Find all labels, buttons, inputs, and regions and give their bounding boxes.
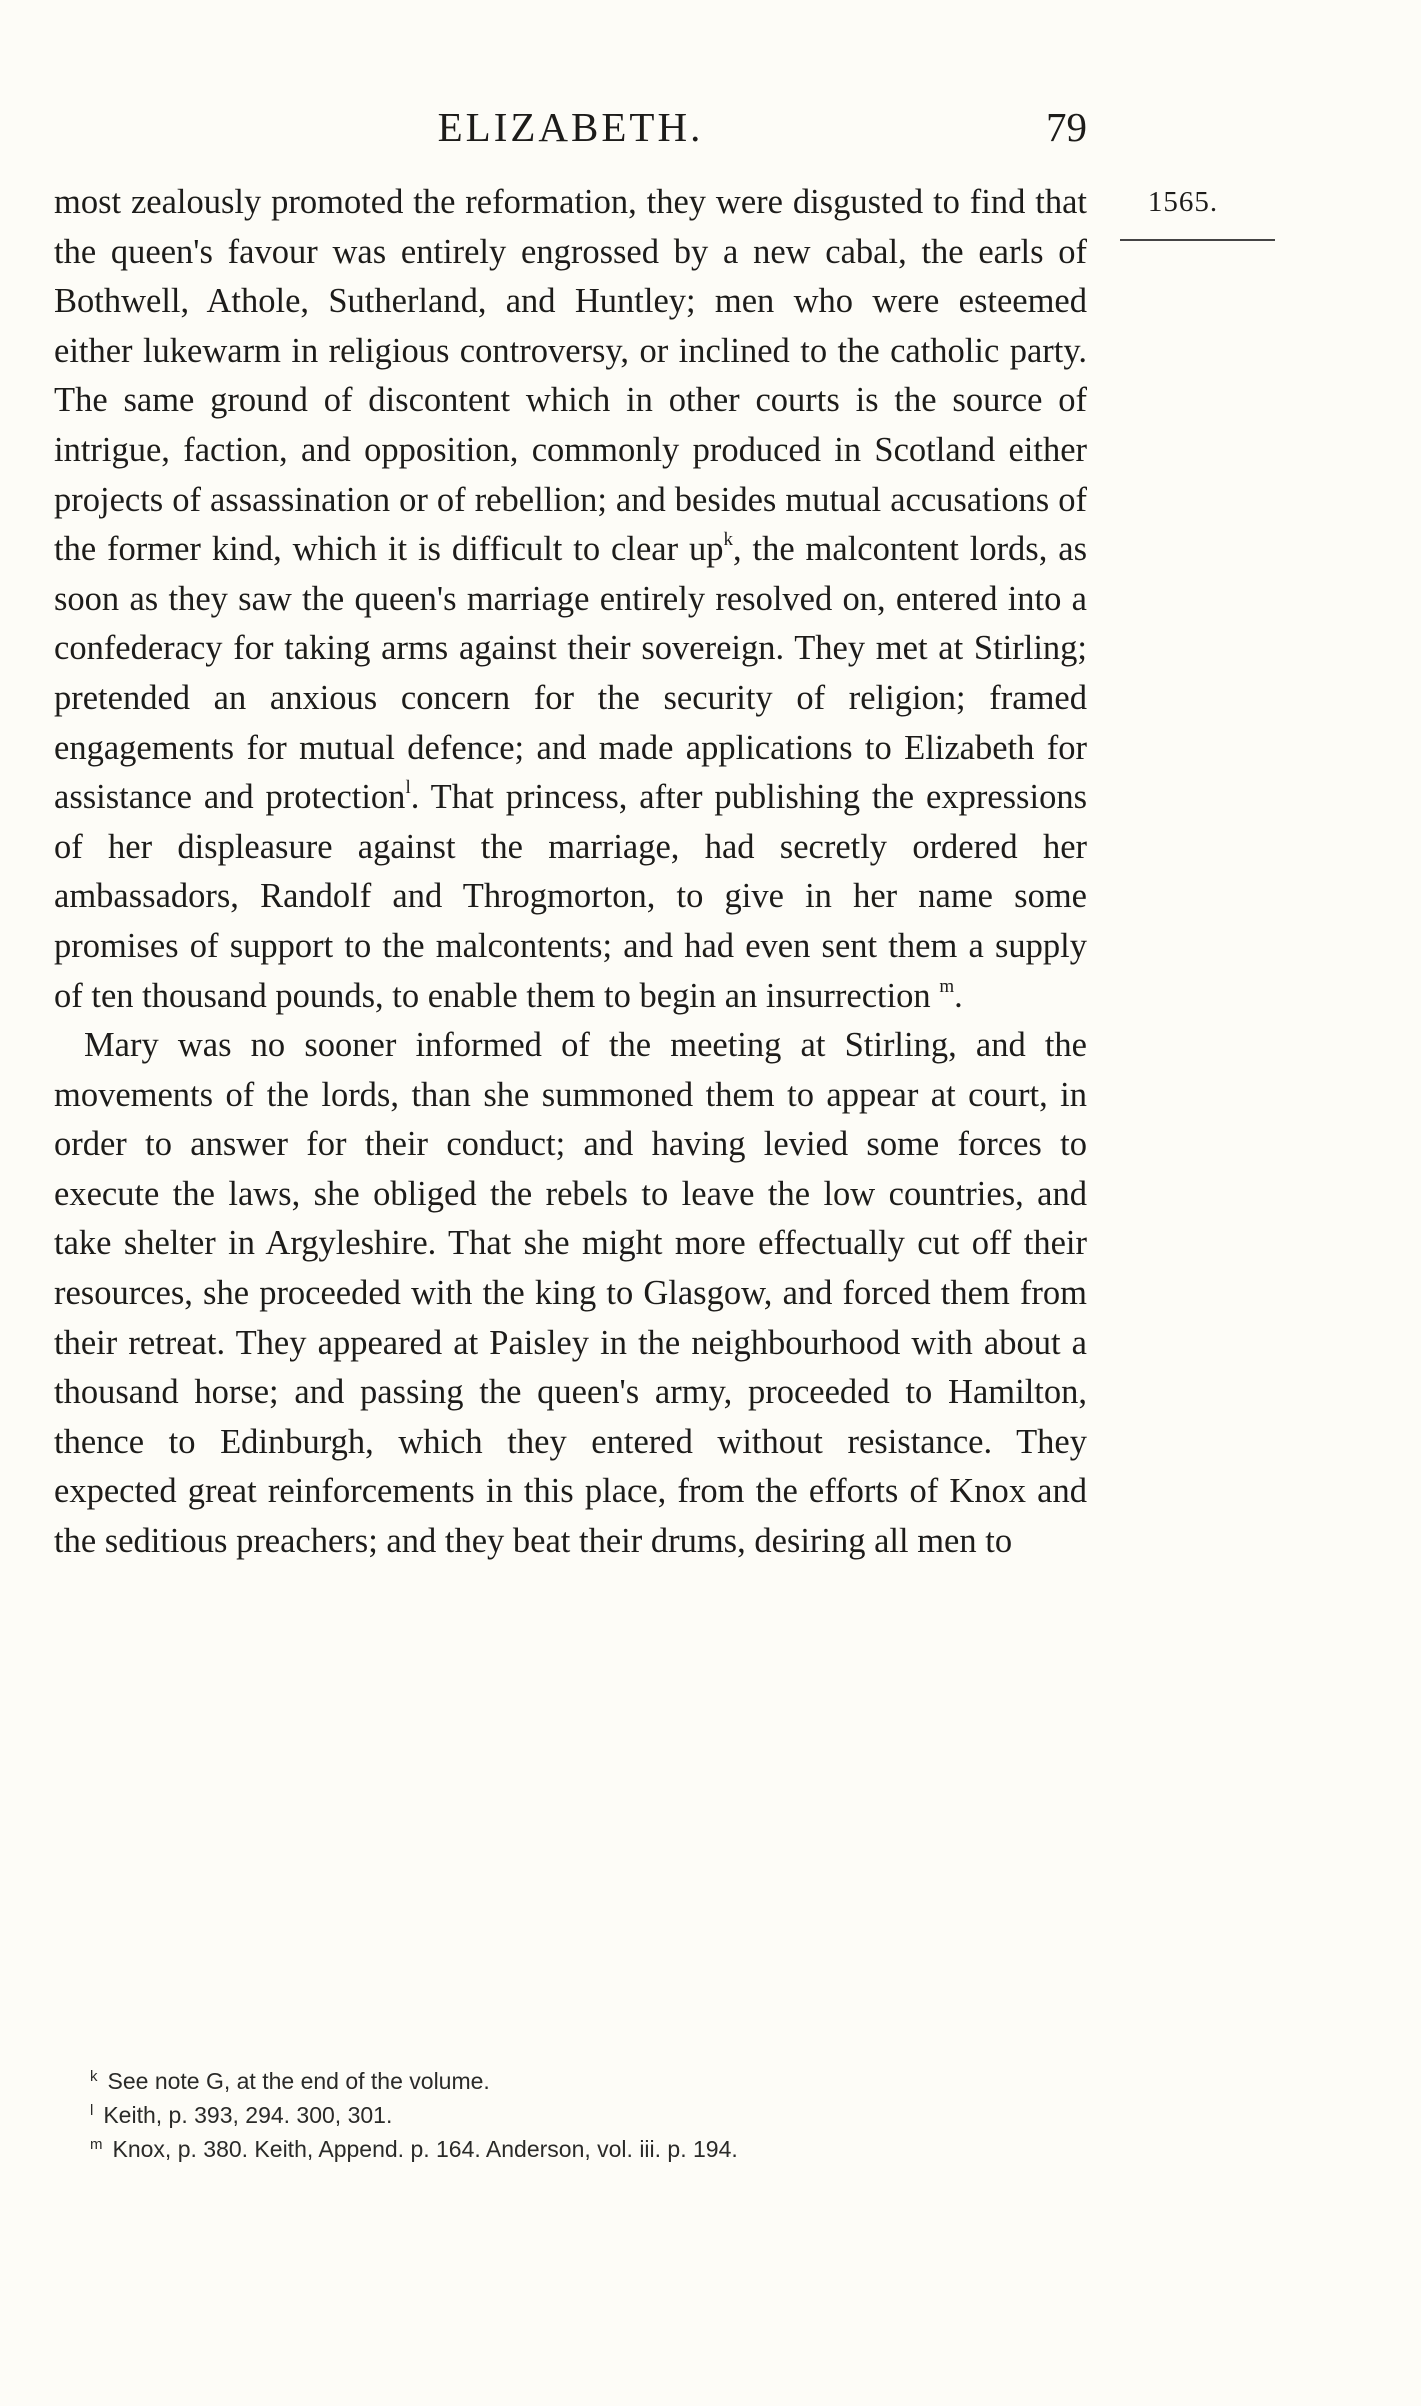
footnote-mark: m [90,2136,103,2153]
footnote-l [90,2096,1090,2130]
paragraph-2: Mary was no sooner informed of the meeting at Stirling, and the movements of the lords, than she summoned them to appear at court, in order to answer for their conduct; and having levied some forces to execute the laws, she obliged the rebels to leave the low countries, and take shelter in Argyleshire. That she might more effectually cut off their resources, she proceeded with the king to Glasgow, and forced them from their retreat. They appeared at Paisley in the neighbourhood with about a thousand horse; and passing the queen's army, proceeded to Hamilton, thence to Edinburgh, which they entered without resistance. They expected great reinforcements in this place, from the efforts of Knox and the seditious preachers; and they beat their drums, desiring all men to [54,1026,1087,1561]
marginal-note [1112,186,1254,219]
footnote-ref-l: l [405,777,411,799]
footnote-k [90,2062,1090,2096]
footnote-m [90,2130,1090,2164]
footnote-mark: l [90,2102,94,2119]
running-title: ELIZABETH. [437,104,704,150]
paragraph-1-segment: most zealously promoted the reformation, they were disgusted to find that the queen's favour was entirely engrossed by a new cabal, the earls of Bothwell, Athole, Sutherland, and Huntley; men who were esteemed either lukewarm in religious controversy, or inclined to the catholic party. The same ground of discontent which in other courts is the source of intrigue, faction, and opposition, commonly produced in Scotland either projects of assassination or of rebellion; and besides mutual accusations of the former kind, which it is difficult to clear up [54,183,1087,569]
marginal-year: 1565. [1147,186,1219,218]
footnote-mark: k [90,2068,98,2085]
page-number: 79 [1046,104,1087,150]
page-header [54,103,1087,153]
footnote-text: Keith, p. 393, 294. 300, 301. [103,2102,393,2128]
paragraph-1 [54,178,1087,1021]
footnote-ref-m: m [939,975,955,997]
footnote-text: Knox, p. 380. Keith, Append. p. 164. Anderson, vol. iii. p. 194. [112,2136,738,2162]
body-text [54,178,1087,1567]
footnote-text: See note G, at the end of the volume. [107,2068,490,2094]
footnote-ref-k: k [723,529,733,551]
paragraph-1-segment: . That princess, after publishing the expressions of her displeasure against the marriage, had secretly ordered her ambassadors, Randolf and Throgmorton, to give in her name some promises of support to the malcontents; and had even sent them a supply of ten thousand pounds, to enable them to begin an insurrection [54,778,1087,1015]
footnotes [90,2062,1090,2164]
marginal-rule [1120,239,1275,241]
paragraph-1-segment: . [954,976,963,1015]
paragraph-1-segment: , the malcontent lords, as soon as they saw the queen's marriage entirely resolved on, entered into a confederacy for taking arms against their sovereign. They met at Stirling; pretended an anxious concern for the security of religion; framed engagements for mutual defence; and made applications to Elizabeth for assistance and protection [54,530,1087,817]
